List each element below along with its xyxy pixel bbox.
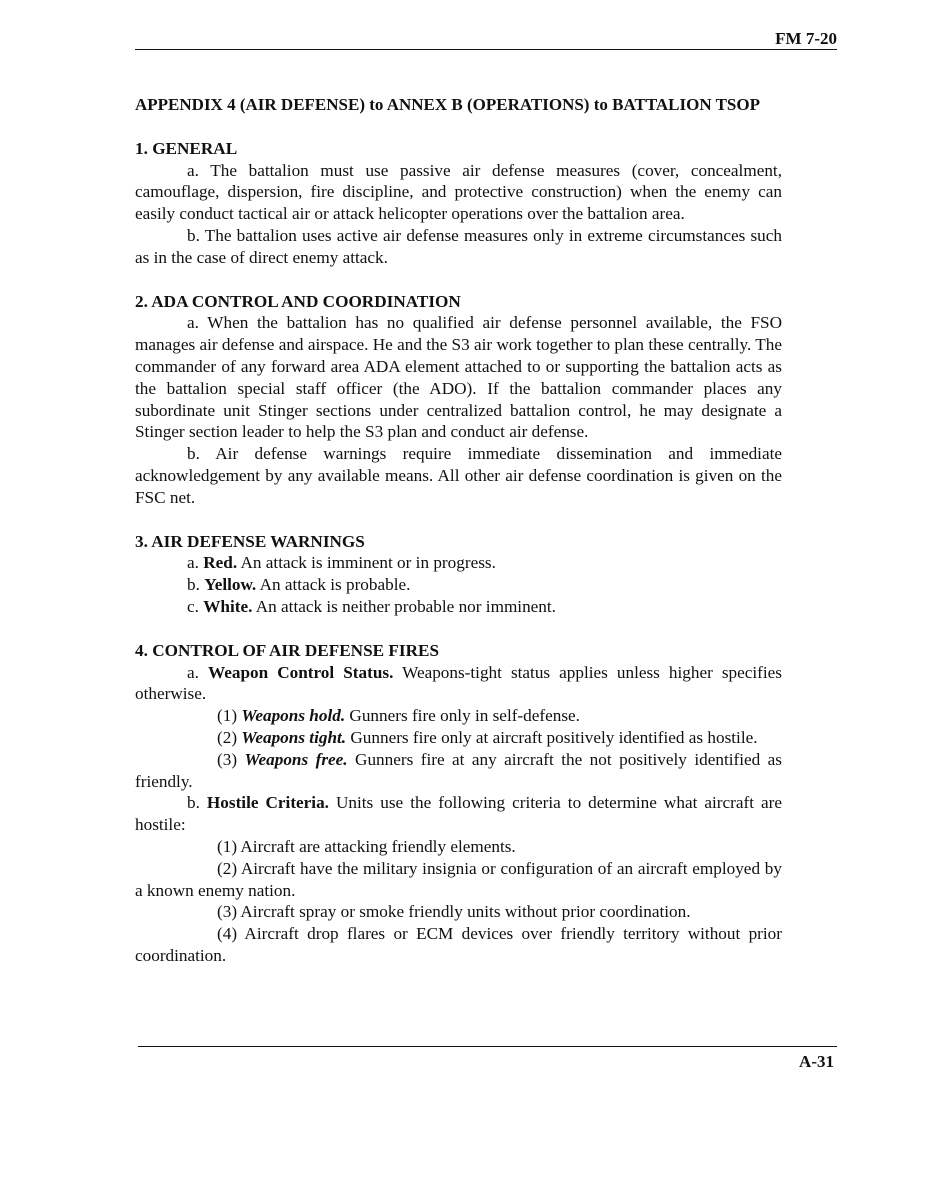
section-ada-control: [135, 291, 782, 509]
paragraph: (2) Aircraft have the military insignia or configuration of an aircraft employed by a known enemy nation.: [135, 858, 782, 900]
item-text: Weapons-tight status applies unless higher specifies otherwise.: [135, 662, 782, 704]
section-heading: 2. ADA CONTROL AND COORDINATION: [135, 291, 461, 311]
item-label: Weapon Control Status.: [207, 662, 394, 682]
paragraph: [135, 552, 782, 574]
doc-code: FM 7-20: [775, 29, 837, 48]
item-text: An attack is probable.: [256, 575, 411, 595]
page-body: [135, 94, 782, 989]
item-label: Weapons free.: [244, 749, 348, 769]
section-warnings: [135, 531, 782, 618]
page-number: A-31: [799, 1052, 834, 1071]
section-heading: 3. AIR DEFENSE WARNINGS: [135, 531, 365, 551]
paragraph: (1) Aircraft are attacking friendly elements.: [217, 836, 516, 856]
item-prefix: (3): [217, 749, 245, 769]
page-title: APPENDIX 4 (AIR DEFENSE) to ANNEX B (OPERATIONS) to BATTALION TSOP: [135, 95, 760, 114]
item-prefix: a.: [187, 553, 204, 573]
paragraph: [135, 574, 782, 596]
item-prefix: a.: [187, 662, 208, 682]
paragraph: [135, 596, 782, 618]
item-text: An attack is neither probable nor imminent.: [252, 596, 556, 616]
paragraph: [135, 749, 782, 793]
paragraph: (4) Aircraft drop flares or ECM devices over friendly territory without prior coordination.: [135, 924, 782, 965]
item-label: Weapons hold.: [241, 706, 346, 726]
paragraph: b. Air defense warnings require immediate dissemination and immediate acknowledgement by any available means. All other air defense coordination is given on the FSC net.: [135, 444, 782, 507]
item-prefix: c.: [187, 596, 204, 616]
paragraph: [135, 792, 782, 836]
item-label: Red.: [203, 553, 238, 573]
item-text: Units use the following criteria to determine what aircraft are hostile:: [135, 793, 782, 835]
item-label: White.: [203, 596, 253, 616]
section-general: [135, 138, 782, 269]
item-text: Gunners fire at any aircraft the not positively identified as friendly.: [135, 749, 782, 791]
item-text: Gunners fire only at aircraft positively identified as hostile.: [346, 727, 758, 747]
item-label: Yellow.: [204, 575, 257, 595]
item-prefix: b.: [187, 575, 205, 595]
paragraph: b. The battalion uses active air defense measures only in extreme circumstances such as in the case of direct enemy attack.: [135, 225, 782, 267]
paragraph: a. The battalion must use passive air defense measures (cover, concealment, camouflage, dispersion, fire discipline, and protective construction) when the enemy can easily conduct tactical air or attack helicopter operations over the battalion area.: [135, 160, 782, 224]
section-heading: 1. GENERAL: [135, 138, 238, 158]
item-label: Weapons tight.: [241, 727, 347, 747]
item-prefix: (2): [217, 727, 242, 747]
item-label: Hostile Criteria.: [206, 793, 329, 813]
section-fires: [135, 640, 782, 967]
paragraph: [135, 705, 782, 727]
header-rule: [135, 49, 837, 50]
footer-rule: [138, 1046, 837, 1047]
item-text: Gunners fire only in self-defense.: [345, 706, 580, 726]
item-text: An attack is imminent or in progress.: [237, 553, 496, 573]
paragraph: [135, 662, 782, 706]
paragraph: a. When the battalion has no qualified air defense personnel available, the FSO manages air defense and airspace. He and the S3 air work together to plan these centrally. The commander of any forward area ADA element attached to or supporting the battalion acts as the battalion special staff officer (the ADO). If the battalion commander places any subordinate unit Stinger sections under centralized battalion control, he may designate a Stinger section leader to help the S3 plan and conduct air defense.: [135, 313, 782, 442]
paragraph: (3) Aircraft spray or smoke friendly units without prior coordination.: [217, 902, 691, 922]
item-prefix: b.: [187, 793, 207, 813]
paragraph: [135, 727, 782, 749]
item-prefix: (1): [217, 706, 242, 726]
section-heading: 4. CONTROL OF AIR DEFENSE FIRES: [135, 640, 440, 660]
